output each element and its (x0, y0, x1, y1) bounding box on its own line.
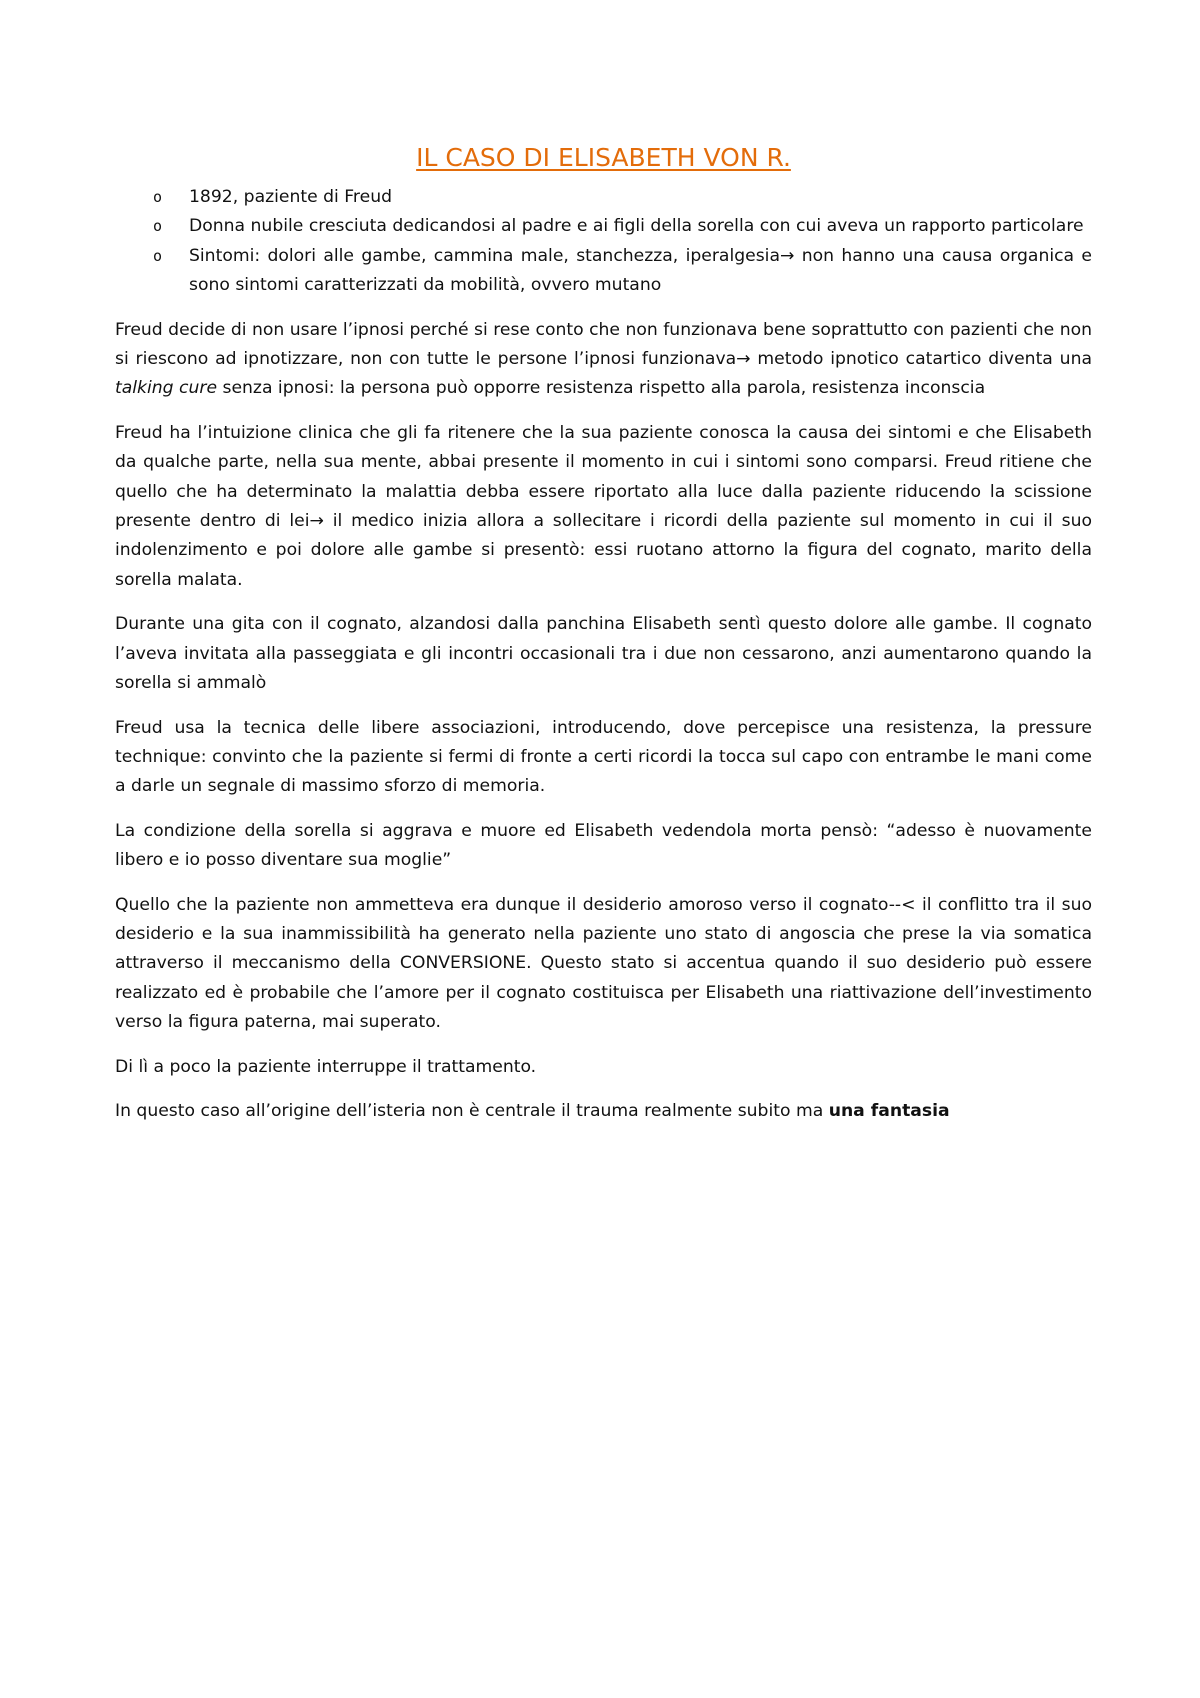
paragraph-conflict: Quello che la paziente non ammetteva era dunque il desiderio amoroso verso il cognato--< il conflitto tra il suo desiderio e la sua inammissibilità ha generato nella paziente uno stato di angoscia che prese la via somatica attraverso il meccanismo della CONVERSIONE. Questo stato si accentua quando il suo desiderio può essere realizzato ed è probabile che l’amore per il cognato costituisca per Elisabeth una riattivazione dell’investimento verso la figura paterna, mai superato. (115, 894, 1092, 1033)
paragraph-text: senza ipnosi: la persona può opporre resistenza rispetto alla parola, resistenza inconscia (217, 378, 986, 399)
bullet-text: 1892, paziente di Freud (189, 187, 393, 207)
paragraph-conclusion (115, 1097, 1092, 1126)
bullet-list (115, 183, 1092, 301)
bullet-text: Donna nubile cresciuta dedicandosi al padre e ai figli della sorella con cui aveva un rapporto particolare (189, 216, 1084, 237)
italic-term: talking cure (115, 378, 218, 399)
paragraph-walk: Durante una gita con il cognato, alzandosi dalla panchina Elisabeth sentì questo dolore alle gambe. Il cognato l’aveva invitata alla passeggiata e gli incontri occasionali tra i due non cessarono, anzi aumentarono quando la sorella si ammalò (115, 614, 1092, 694)
bullet-marker: o (153, 188, 163, 206)
document-title: IL CASO DI ELISABETH VON R. (416, 143, 791, 172)
list-item (115, 212, 1092, 241)
paragraph-intuition: Freud ha l’intuizione clinica che gli fa ritenere che la sua paziente conosca la causa dei sintomi e che Elisabeth da qualche parte, nella sua mente, abbai presente il momento in cui i sintomi sono comparsi. Freud ritiene che quello che ha determinato la malattia debba essere riportato alla luce dalla paziente riducendo la scissione presente dentro di lei→ il medico inizia allora a sollecitare i ricordi della paziente sul momento in cui il suo indolenzimento e poi dolore alle gambe si presentò: essi ruotano attorno la figura del cognato, marito della sorella malata. (115, 422, 1092, 590)
paragraph-text: Freud decide di non usare l’ipnosi perché si rese conto che non funzionava bene soprattutto con pazienti che non si riescono ad ipnotizzare, non con tutte le persone l’ipnosi funzionava→ metodo ipnotico catartico diventa una (115, 319, 1092, 370)
paragraph-interruption: Di lì a poco la paziente interruppe il trattamento. (115, 1056, 537, 1077)
bullet-marker: o (153, 246, 163, 265)
list-item (115, 183, 1092, 212)
paragraph-text: In questo caso all’origine dell’isteria non è centrale il trauma realmente subito ma (115, 1100, 829, 1121)
bold-term: una fantasia (828, 1100, 950, 1121)
paragraph-hypnosis (115, 316, 1092, 404)
list-item (115, 242, 1092, 301)
paragraph-sister: La condizione della sorella si aggrava e muore ed Elisabeth vedendola morta pensò: “adesso è nuovamente libero e io posso diventare sua moglie” (115, 820, 1092, 871)
bullet-text: Sintomi: dolori alle gambe, cammina male, stanchezza, iperalgesia→ non hanno una causa organica e sono sintomi caratterizzati da mobilità, ovvero mutano (189, 245, 1092, 296)
bullet-marker: o (153, 217, 163, 236)
paragraph-technique: Freud usa la tecnica delle libere associazioni, introducendo, dove percepisce una resistenza, la pressure technique: convinto che la paziente si fermi di fronte a certi ricordi la tocca sul capo con entrambe le mani come a darle un segnale di massimo sforzo di memoria. (115, 717, 1092, 797)
